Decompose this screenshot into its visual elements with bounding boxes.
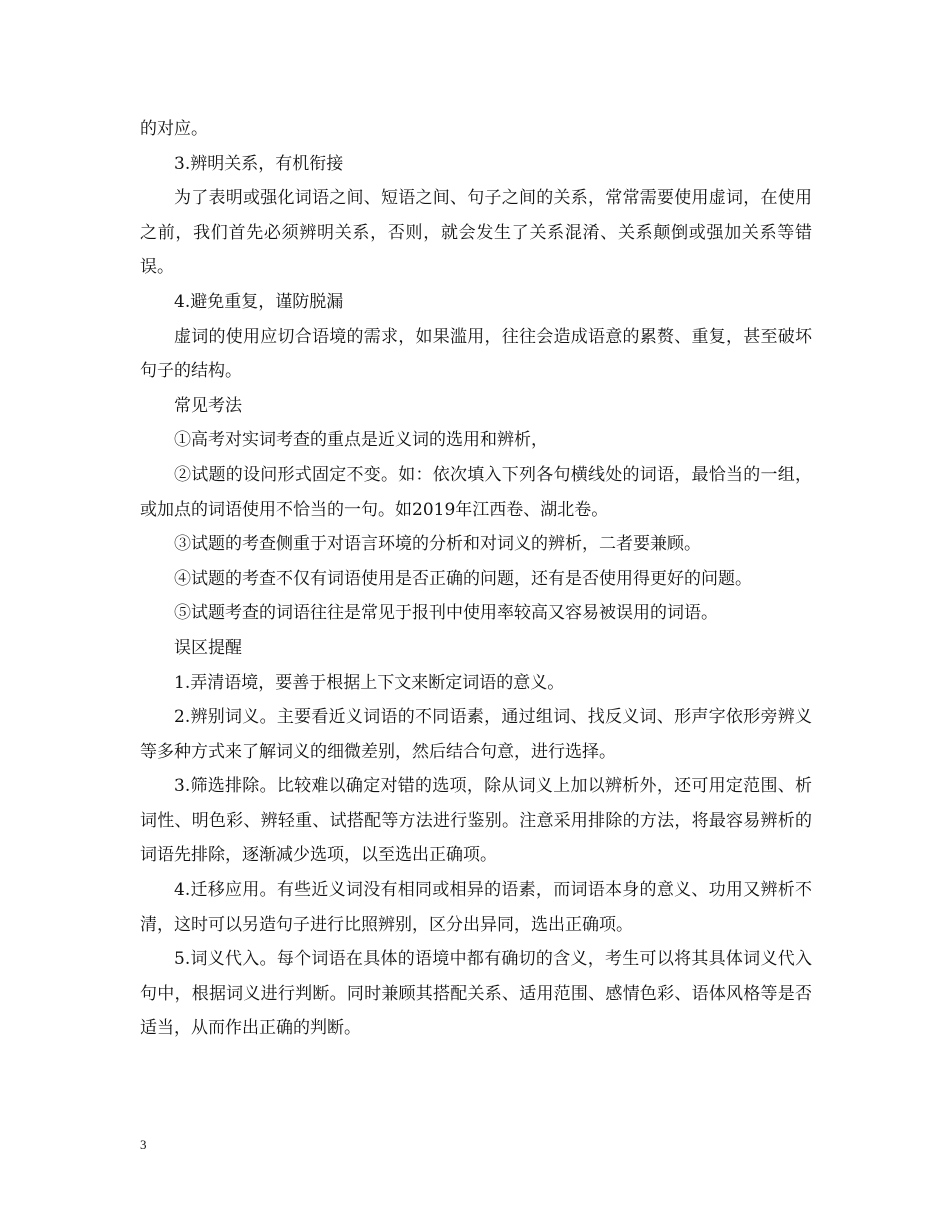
list-item: ②试题的设问形式固定不变。如：依次填入下列各句横线处的词语，最恰当的一组，或加点的词语使用不恰当的一句。如2019年江西卷、湖北卷。 — [140, 464, 812, 520]
list-item: 5.词义代入。每个词语在具体的语境中都有确切的含义，考生可以将其具体词义代入句中，根据词义进行判断。同时兼顾其搭配关系、适用范围、感情色彩、语体风格等是否适当，从而作出正确的判断。 — [140, 949, 812, 1039]
page-number: 3 — [140, 1137, 147, 1152]
section-heading-4: 4.避免重复，谨防脱漏 — [174, 291, 344, 312]
section-heading-3: 3.辨明关系，有机衔接 — [174, 153, 344, 174]
document-body — [140, 112, 812, 1046]
paragraph: 为了表明或强化词语之间、短语之间、句子之间的关系，常常需要使用虚词，在使用之前，我们首先必须辨明关系，否则，就会发生了关系混淆、关系颠倒或强加关系等错误。 — [140, 188, 812, 278]
paragraph: 虚词的使用应切合语境的需求，如果滥用，往往会造成语意的累赘、重复，甚至破坏句子的结构。 — [140, 326, 812, 382]
list-item: 4.迁移应用。有些近义词没有相同或相异的语素，而词语本身的意义、功用又辨析不清，这时可以另造句子进行比照辨别，区分出异同，选出正确项。 — [140, 880, 812, 935]
list-item: ①高考对实词考查的重点是近义词的选用和辨析， — [174, 430, 548, 451]
list-item: ④试题的考查不仅有词语使用是否正确的问题，还有是否使用得更好的问题。 — [174, 568, 752, 589]
section-heading-pitfalls: 误区提醒 — [174, 637, 242, 658]
list-item: 2.辨别词义。主要看近义词语的不同语素，通过组词、找反义词、形声字依形旁辨义等多种方式来了解词义的细微差别，然后结合句意，进行选择。 — [140, 707, 812, 762]
list-item: ⑤试题考查的词语往往是常见于报刊中使用率较高又容易被误用的词语。 — [174, 603, 718, 624]
paragraph-continuation: 的对应。 — [140, 119, 208, 139]
section-heading-common-tests: 常见考法 — [174, 395, 242, 416]
list-item: ③试题的考查侧重于对语言环境的分析和对词义的辨析，二者要兼顾。 — [174, 534, 701, 555]
list-item: 1.弄清语境，要善于根据上下文来断定词语的意义。 — [174, 672, 565, 693]
list-item: 3.筛选排除。比较难以确定对错的选项，除从词义上加以辨析外，还可用定范围、析词性、明色彩、辨轻重、试搭配等方法进行鉴别。注意采用排除的方法，将最容易辨析的词语先排除，逐渐减少选项，以至选出正确项。 — [140, 776, 812, 866]
